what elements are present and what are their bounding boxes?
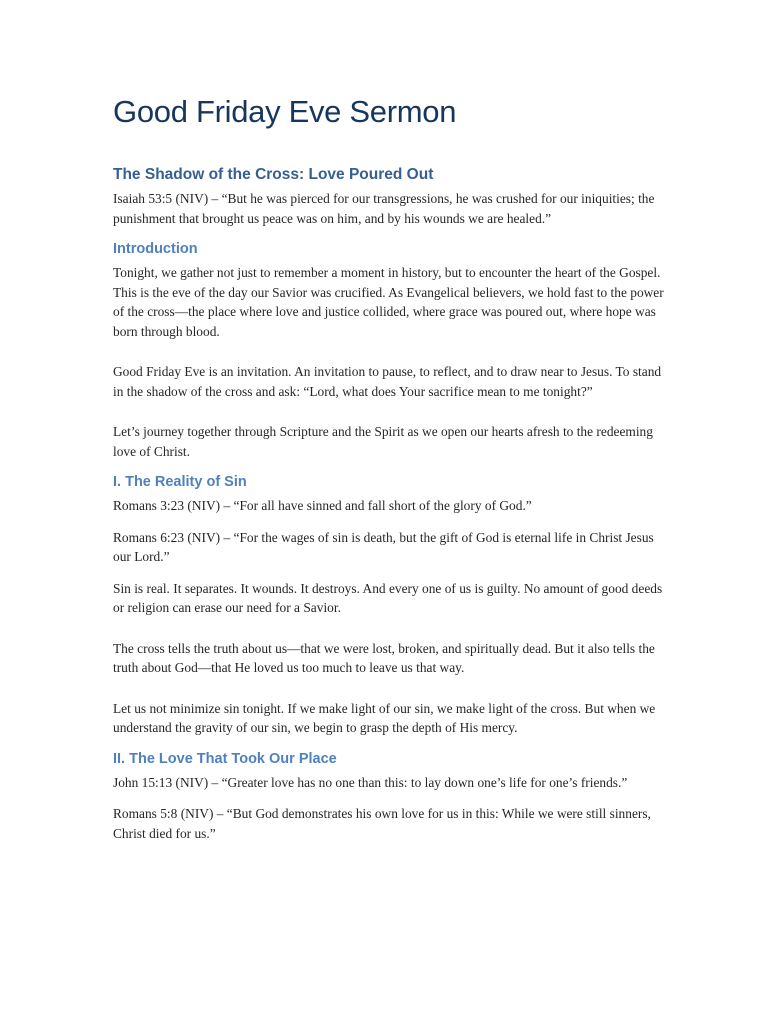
scripture-john-15-13: John 15:13 (NIV) – “Greater love has no one than this: to lay down one’s life for one’s friends.” — [113, 774, 628, 790]
intro-paragraph-2: Good Friday Eve is an invitation. An invitation to pause, to reflect, and to draw near to Jesus. To stand in the shadow of the cross and ask: “Lord, what does Your sacrifice mean to me tonight?” — [113, 364, 662, 399]
section-heading-reality-of-sin: I. The Reality of Sin — [113, 474, 247, 490]
scripture-romans-6-23: Romans 6:23 (NIV) – “For the wages of sin is death, but the gift of God is eternal life in Christ Jesus our Lord.” — [113, 529, 654, 564]
scripture-romans-3-23: Romans 3:23 (NIV) – “For all have sinned and fall short of the glory of God.” — [113, 498, 532, 513]
section-heading-main: The Shadow of the Cross: Love Poured Out — [113, 166, 434, 183]
sin-paragraph-3: Let us not minimize sin tonight. If we make light of our sin, we make light of the cross. But when we understand the gravity of our sin, we begin to grasp the depth of His mercy. — [113, 700, 656, 735]
document-title: Good Friday Eve Sermon — [113, 94, 457, 129]
scripture-romans-5-8: Romans 5:8 (NIV) – “But God demonstrates his own love for us in this: While we were still sinners, Christ died for us.” — [113, 806, 651, 841]
scripture-isaiah: Isaiah 53:5 (NIV) – “But he was pierced for our transgressions, he was crushed for our iniquities; the punishment that brought us peace was on him, and by his wounds we are healed.” — [113, 191, 655, 226]
intro-paragraph-3: Let’s journey together through Scripture and the Spirit as we open our hearts afresh to the redeeming love of Christ. — [113, 424, 653, 459]
sin-paragraph-1: Sin is real. It separates. It wounds. It destroys. And every one of us is guilty. No amount of good deeds or religion can erase our need for a Savior. — [113, 580, 663, 615]
sin-paragraph-2: The cross tells the truth about us—that we were lost, broken, and spiritually dead. But it also tells the truth about God—that He loved us too much to leave us that way. — [113, 640, 655, 675]
section-heading-love-took-our-place: II. The Love That Took Our Place — [113, 750, 337, 767]
intro-paragraph-1: Tonight, we gather not just to remember a moment in history, but to encounter the heart of the Gospel. This is the eve of the day our Savior was crucified. As Evangelical believers, we hold fast to the power of the cross—the place where love and justice collided, where grace was poured out, where hope was born through blood. — [113, 265, 664, 339]
section-heading-introduction: Introduction — [113, 241, 198, 257]
